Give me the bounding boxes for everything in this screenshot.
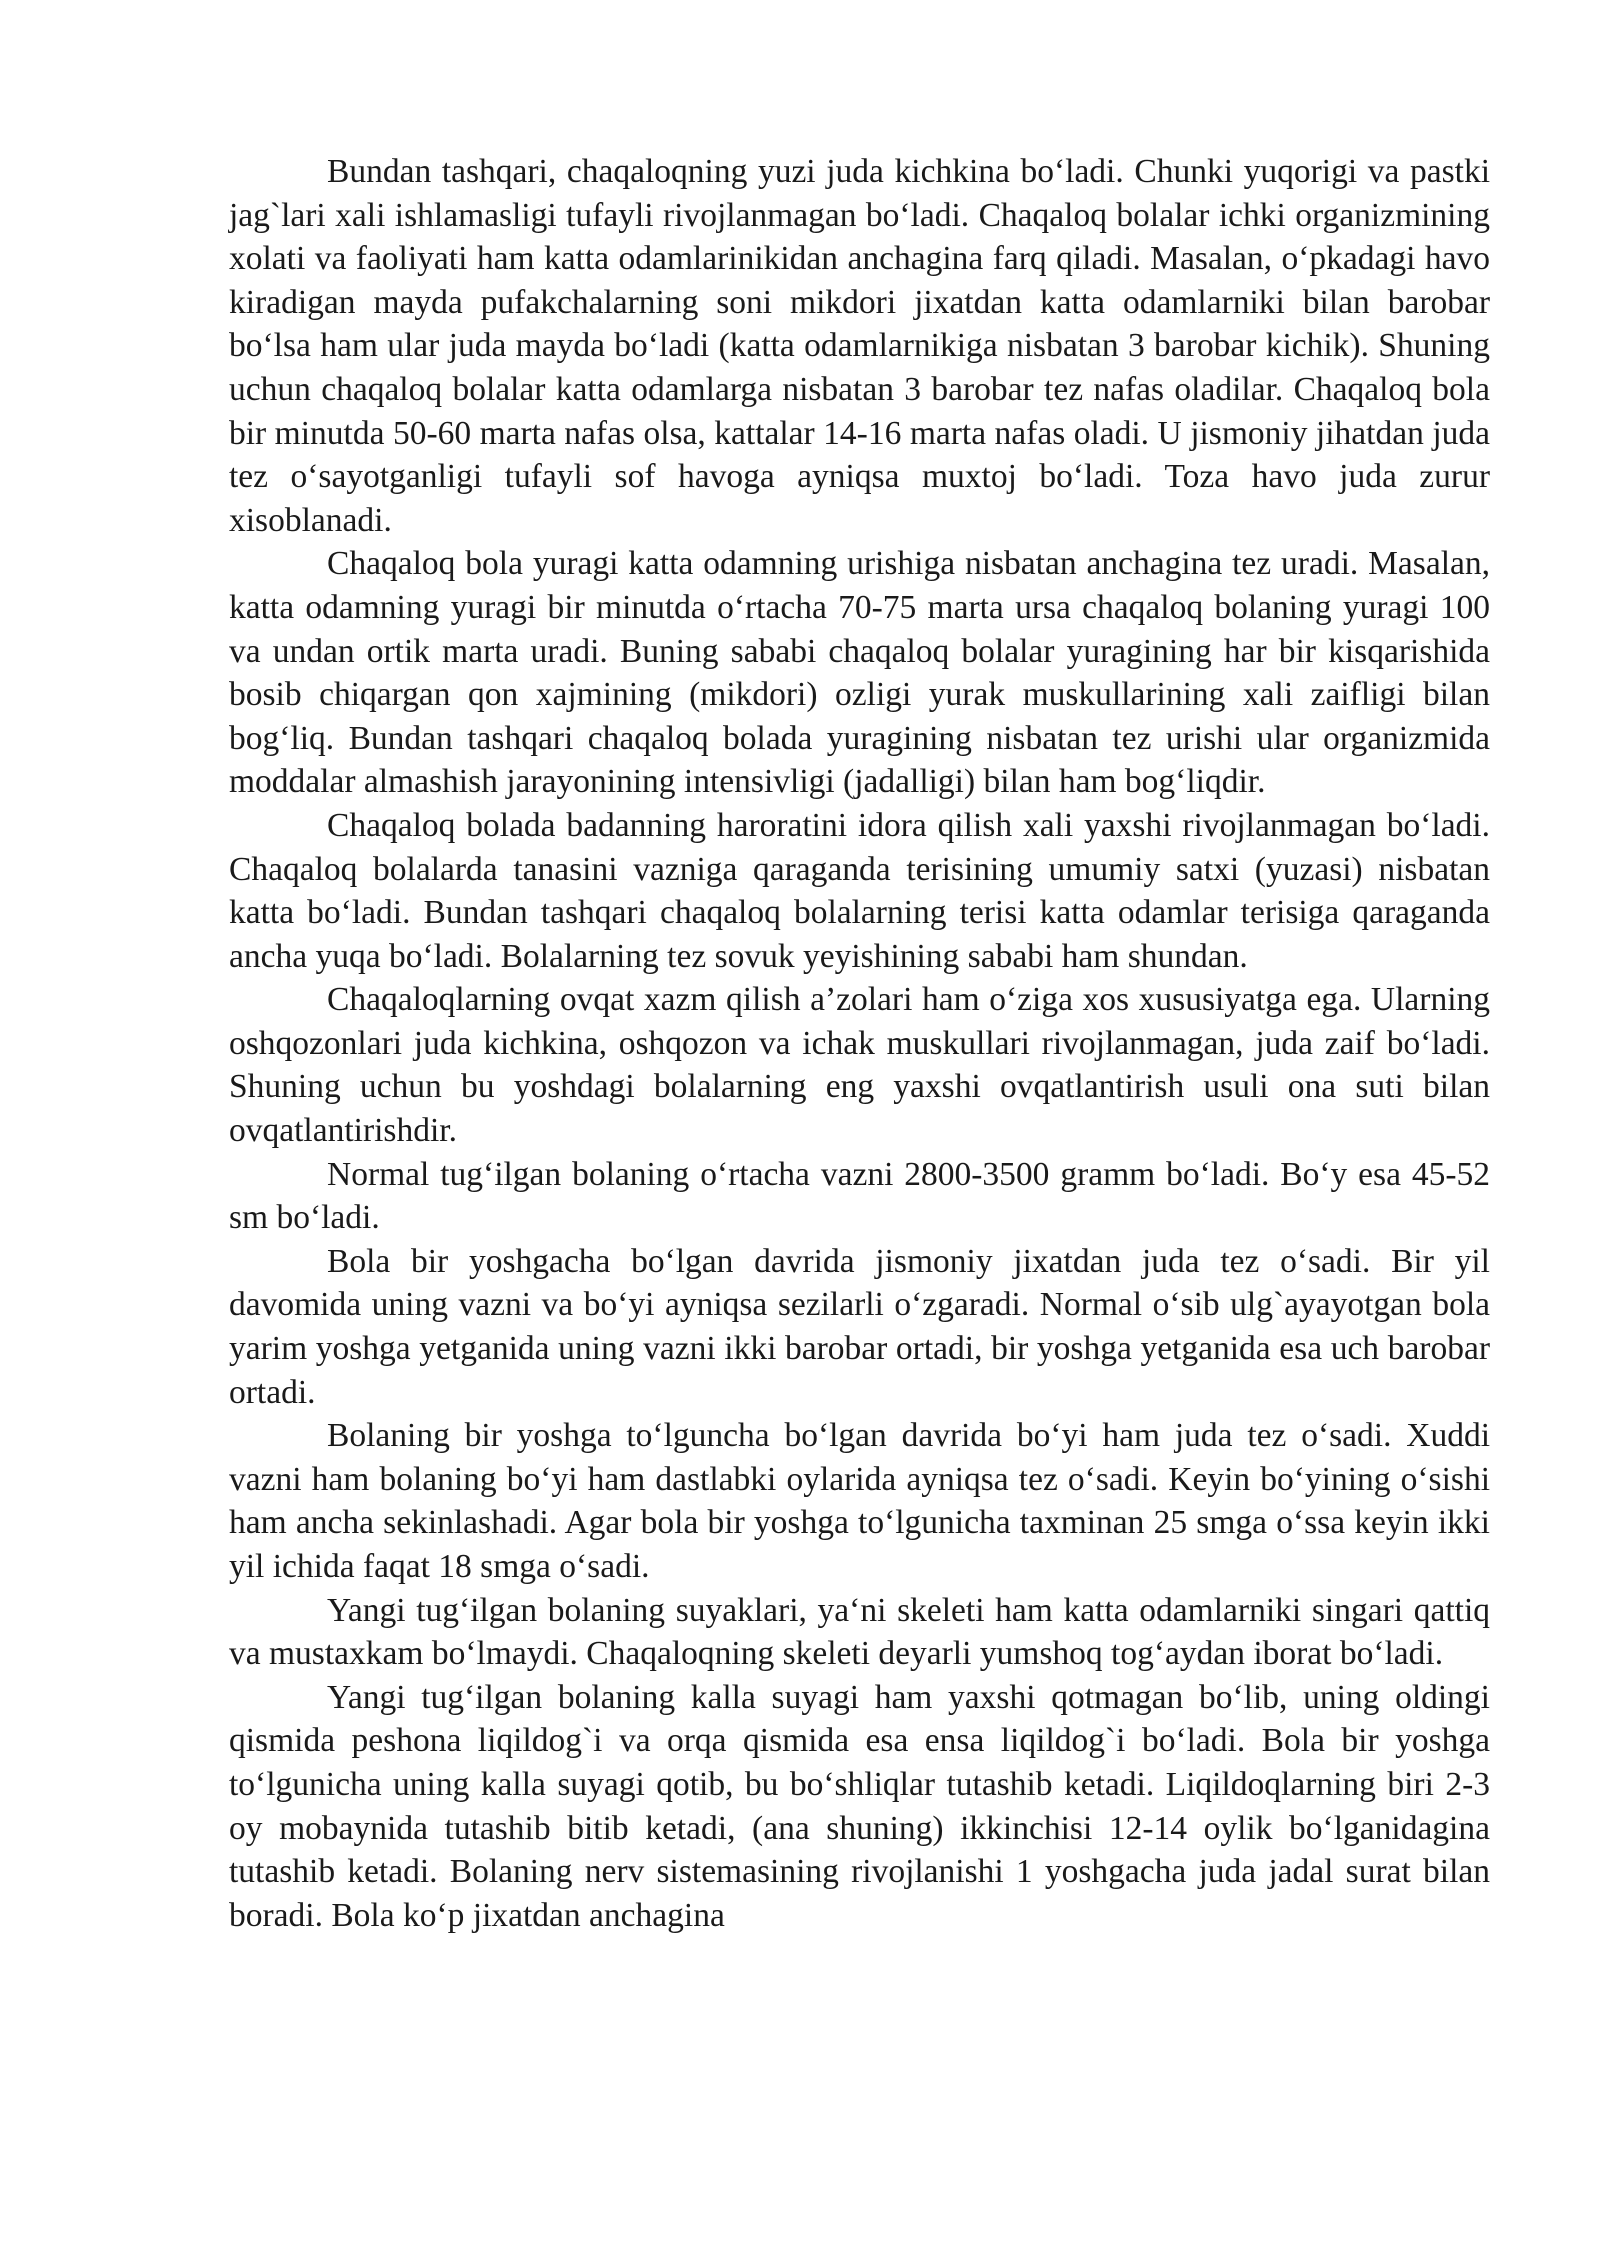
document-page xyxy=(229,150,1490,1937)
paragraph-birth-weight: Normal tug‘ilgan bolaning o‘rtacha vazni 2800-3500 gramm bo‘ladi. Bo‘y esa 45-52 sm bo‘ladi. xyxy=(229,1155,1490,1237)
paragraph-skull-fontanelles: Yangi tug‘ilgan bolaning kalla suyagi ham yaxshi qotmagan bo‘lib, uning oldingi qismida peshona liqildog`i va orqa qismida esa ensa liqildog`i bo‘ladi. Bola bir yoshga to‘lgunicha uning kalla suyagi qotib, bu bo‘shliqlar tutashib ketadi. Liqildoqlarning biri 2-3 oy mobaynida tutashib bitib ketadi, (ana shuning) ikkinchisi 12-14 oylik bo‘lganidagina tutashib ketadi. Bolaning nerv sistemasining rivojlanishi 1 yoshgacha juda jadal surat bilan boradi. Bola ko‘p jixatdan anchagina xyxy=(229,1678,1490,1934)
paragraph-body-temperature: Chaqaloq bolada badanning haroratini idora qilish xali yaxshi rivojlanmagan bo‘ladi. Chaqaloq bolalarda tanasini vazniga qaraganda terisining umumiy satxi (yuzasi) nisbatan katta bo‘ladi. Bundan tashqari chaqaloq bolalarning terisi katta odamlar terisiga qaraganda ancha yuqa bo‘ladi. Bolalarning tez sovuk yeyishining sababi ham shundan. xyxy=(229,806,1490,975)
paragraph-height-growth: Bolaning bir yoshga to‘lguncha bo‘lgan davrida bo‘yi ham juda tez o‘sadi. Xuddi vazni ham bolaning bo‘yi ham dastlabki oylarida ayniqsa tez o‘sadi. Keyin bo‘yining o‘sishi ham ancha sekinlashadi. Agar bola bir yoshga to‘lgunicha taxminan 25 smga o‘ssa keyin ikki yil ichida faqat 18 smga o‘sadi. xyxy=(229,1417,1490,1585)
paragraph-first-year-growth: Bola bir yoshgacha bo‘lgan davrida jismoniy jixatdan juda tez o‘sadi. Bir yil davomida uning vazni va bo‘yi ayniqsa sezilarli o‘zgaradi. Normal o‘sib ulg`ayayotgan bola yarim yoshga yetganida uning vazni ikki barobar ortadi, bir yoshga yetganida esa uch barobar ortadi. xyxy=(229,1242,1490,1411)
paragraph-newborn-face-and-breathing: Bundan tashqari, chaqaloqning yuzi juda kichkina bo‘ladi. Chunki yuqorigi va pastki jag`lari xali ishlamasligi tufayli rivojlanmagan bo‘ladi. Chaqaloq bolalar ichki organizmining xolati va faoliyati ham katta odamlarinikidan anchagina farq qiladi. Masalan, o‘pkadagi havo kiradigan mayda pufakchalarning soni mikdori jixatdan katta odamlarniki bilan barobar bo‘lsa ham ular juda mayda bo‘ladi (katta odamlarnikiga nisbatan 3 barobar kichik). Shuning uchun chaqaloq bolalar katta odamlarga nisbatan 3 barobar tez nafas oladilar. Chaqaloq bola bir minutda 50-60 marta nafas olsa, kattalar 14-16 marta nafas oladi. U jismoniy jihatdan juda tez o‘sayotganligi tufayli sof havoga ayniqsa muxtoj bo‘ladi. Toza havo juda zurur xisoblanadi. xyxy=(229,153,1490,539)
paragraph-newborn-heart: Chaqaloq bola yuragi katta odamning urishiga nisbatan anchagina tez uradi. Masalan, katta odamning yuragi bir minutda o‘rtacha 70-75 marta ursa chaqaloq bolaning yuragi 100 va undan ortik marta uradi. Buning sababi chaqaloq bolalar yuragining har bir kisqarishida bosib chiqargan qon xajmining (mikdori) ozligi yurak muskullarining xali zaifligi bilan bog‘liq. Bundan tashqari chaqaloq bolada yuragining nisbatan tez urishi ular organizmida moddalar almashish jarayonining intensivligi (jadalligi) bilan ham bog‘liqdir. xyxy=(229,545,1490,801)
paragraph-skeleton: Yangi tug‘ilgan bolaning suyaklari, ya‘ni skeleti ham katta odamlarniki singari qattiq va mustaxkam bo‘lmaydi. Chaqaloqning skeleti deyarli yumshoq tog‘aydan iborat bo‘ladi. xyxy=(229,1591,1490,1673)
paragraph-digestion: Chaqaloqlarning ovqat xazm qilish a’zolari ham o‘ziga xos xususiyatga ega. Ularning oshqozonlari juda kichkina, oshqozon va ichak muskullari rivojlanmagan, juda zaif bo‘ladi. Shuning uchun bu yoshdagi bolalarning eng yaxshi ovqatlantirish usuli ona suti bilan ovqatlantirishdir. xyxy=(229,981,1490,1150)
